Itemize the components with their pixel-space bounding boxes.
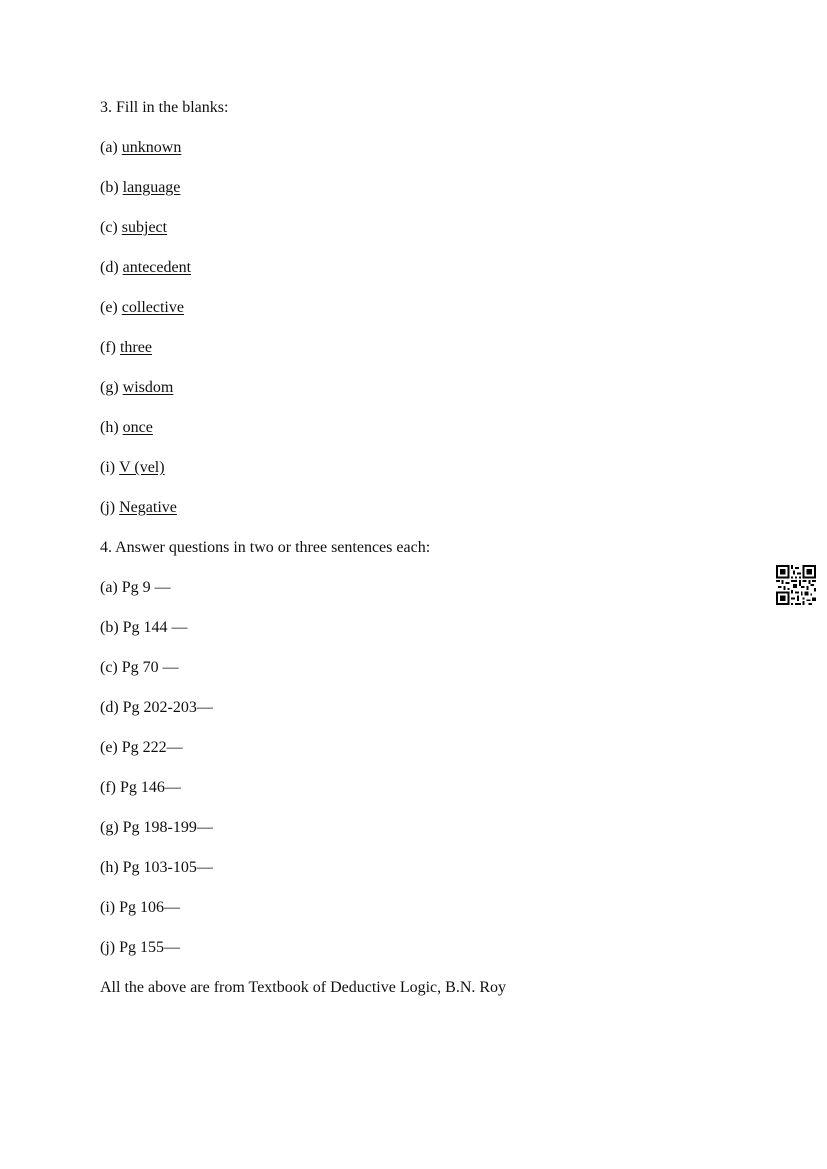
item-label: (g) (100, 819, 119, 836)
item-label: (a) (100, 579, 118, 596)
item-text: Pg 70 — (121, 659, 179, 676)
item-label: (f) (100, 339, 116, 356)
fill-blank-item (100, 378, 760, 418)
item-answer: Negative (119, 499, 177, 516)
item-label: (e) (100, 739, 118, 756)
item-label: (h) (100, 419, 119, 436)
item-label: (a) (100, 139, 118, 156)
item-label: (e) (100, 299, 118, 316)
item-text: Pg 155— (119, 939, 181, 956)
answer-item (100, 618, 760, 658)
item-label: (j) (100, 939, 116, 956)
item-text: Pg 202-203— (122, 699, 213, 716)
item-answer: unknown (121, 139, 182, 156)
qr-code-icon[interactable] (776, 565, 816, 605)
section-3-heading: 3. Fill in the blanks: (100, 99, 229, 116)
section-4-heading: 4. Answer questions in two or three sentences each: (100, 539, 431, 556)
item-answer: three (119, 339, 152, 356)
item-label: (g) (100, 379, 119, 396)
item-answer: antecedent (122, 259, 192, 276)
item-label: (d) (100, 699, 119, 716)
fill-blank-item (100, 298, 760, 338)
item-answer: once (122, 419, 153, 436)
item-text: Pg 103-105— (122, 859, 213, 876)
fill-blank-item (100, 258, 760, 298)
answer-item (100, 658, 760, 698)
item-text: Pg 106— (119, 899, 181, 916)
item-label: (b) (100, 619, 119, 636)
answer-item (100, 938, 760, 978)
document-content (100, 98, 760, 998)
fill-blank-item (100, 338, 760, 378)
item-label: (f) (100, 779, 116, 796)
fill-blank-item (100, 418, 760, 458)
item-label: (d) (100, 259, 119, 276)
fill-blank-item (100, 138, 760, 178)
fill-blank-item (100, 458, 760, 498)
item-text: Pg 222— (121, 739, 183, 756)
item-text: Pg 198-199— (122, 819, 213, 836)
item-answer: language (122, 179, 181, 196)
item-text: Pg 9 — (121, 579, 171, 596)
item-label: (b) (100, 179, 119, 196)
item-text: Pg 146— (119, 779, 181, 796)
item-answer: collective (121, 299, 184, 316)
item-label: (c) (100, 219, 118, 236)
fill-blank-item (100, 218, 760, 258)
answer-item (100, 778, 760, 818)
item-label: (j) (100, 499, 116, 516)
answer-item (100, 898, 760, 938)
fill-blank-item (100, 178, 760, 218)
item-label: (i) (100, 459, 116, 476)
item-answer: wisdom (122, 379, 174, 396)
fill-blank-item (100, 498, 760, 538)
answer-item (100, 858, 760, 898)
item-text: Pg 144 — (122, 619, 188, 636)
answer-item (100, 818, 760, 858)
item-label: (i) (100, 899, 116, 916)
item-label: (h) (100, 859, 119, 876)
item-label: (c) (100, 659, 118, 676)
source-note: All the above are from Textbook of Deductive Logic, B.N. Roy (100, 979, 507, 996)
item-answer: V (vel) (119, 459, 165, 476)
item-answer: subject (121, 219, 168, 236)
answer-item (100, 698, 760, 738)
answer-item (100, 738, 760, 778)
answer-item (100, 578, 760, 618)
